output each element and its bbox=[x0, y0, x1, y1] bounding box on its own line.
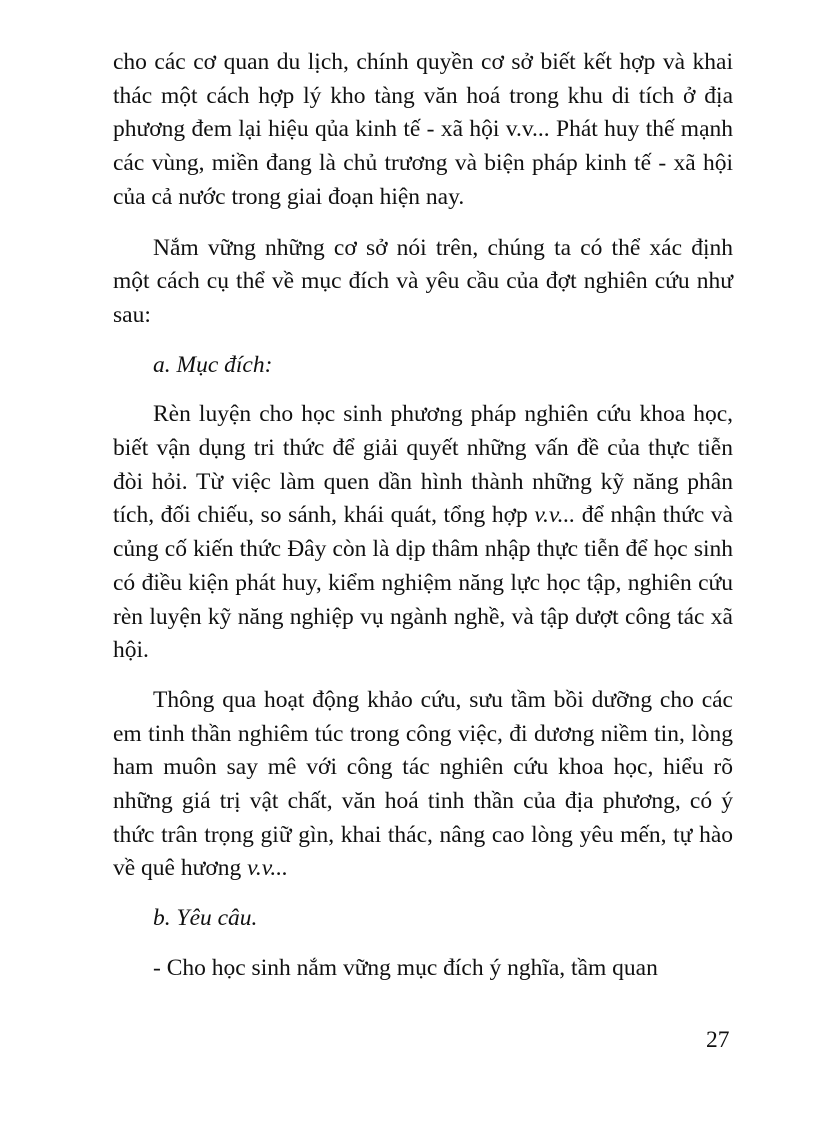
paragraph-activity-etc: v.v... bbox=[247, 855, 289, 882]
paragraph-activity-text: Thông qua hoạt động khảo cứu, sưu tầm bồi dưỡng cho các em tinh thần nghiêm túc trong công việc, đi dương niềm tin, lòng ham muôn say mê với công tác nghiên cứu khoa học, hiểu rõ những giá trị vật chất, văn hoá tinh thần của địa phương, có ý thức trân trọng giữ gìn, khai thác, nâng cao lòng yêu mến, tự hào về quê hương bbox=[113, 686, 733, 882]
page-body bbox=[113, 46, 733, 1002]
paragraph-intro: cho các cơ quan du lịch, chính quyền cơ sở biết kết hợp và khai thác một cách hợp lý kho tàng văn hoá trong khu di tích ở địa phương đem lại hiệu qủa kinh tế - xã hội v.v... Phát huy thế mạnh các vùng, miền đang là chủ trương và biện pháp kinh tế - xã hội của cả nước trong giai đoạn hiện nay. bbox=[113, 49, 733, 210]
paragraph-purpose-etc: v.v... bbox=[534, 502, 576, 529]
paragraph-purpose-text-2: để nhận thức và củng cố kiến thức Đây còn là dịp thâm nhập thực tiễn để học sinh có điều kiện phát huy, kiểm nghiệm năng lực học tập, nghiên cứu rèn luyện kỹ năng nghiệp vụ ngành nghề, và tập dượt công tác xã hội. bbox=[113, 502, 733, 664]
paragraph-purpose-text-1: Rèn luyện cho học sinh phương pháp nghiên cứu khoa học, biết vận dụng tri thức để giải quyết những vấn đề của thực tiễn đòi hỏi. Từ việc làm quen dần hình thành những kỹ năng phân tích, đối chiếu, so sánh, khái quát, tổng hợp bbox=[113, 401, 733, 529]
heading-purpose: a. Mục đích: bbox=[153, 351, 273, 378]
page-number: 27 bbox=[706, 1027, 730, 1053]
paragraph-requirements: - Cho học sinh nắm vững mục đích ý nghĩa, tầm quan bbox=[153, 954, 658, 981]
heading-requirements: b. Yêu câu. bbox=[153, 905, 258, 932]
paragraph-activity bbox=[113, 684, 733, 886]
paragraph-purpose bbox=[113, 398, 733, 668]
paragraph-basis: Nắm vững những cơ sở nói trên, chúng ta có thể xác định một cách cụ thể về mục đích và yêu cầu của đợt nghiên cứu như sau: bbox=[113, 234, 733, 328]
